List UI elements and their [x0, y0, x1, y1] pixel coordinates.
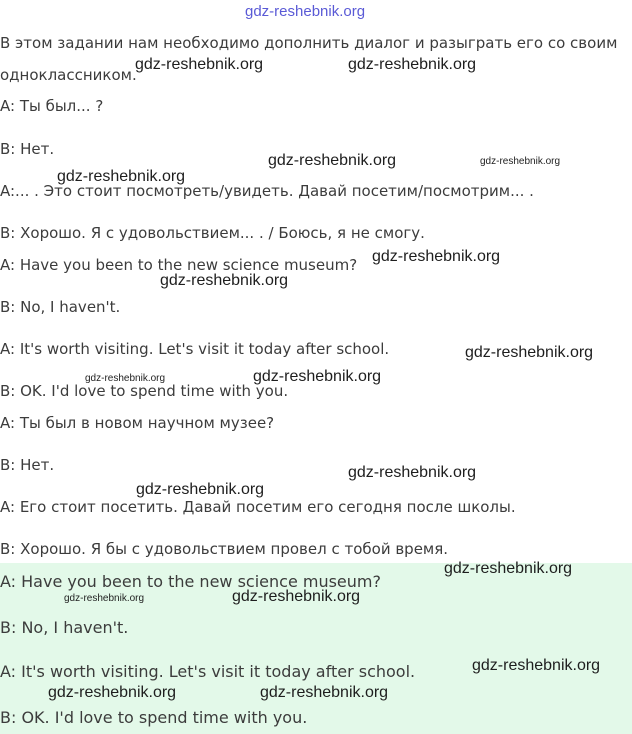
watermark: gdz-reshebnik.org	[64, 593, 145, 604]
template-line-b2: B: Хорошо. Я с удовольствием... . / Боюсь, я не смогу.	[0, 224, 425, 242]
watermark: gdz-reshebnik.org	[472, 657, 601, 674]
watermark: gdz-reshebnik.org	[48, 684, 177, 701]
answer-line-a1: A: Have you been to the new science museum?	[0, 572, 381, 591]
watermark: gdz-reshebnik.org	[260, 684, 389, 701]
intro-line-1: В этом задании нам необходимо дополнить диалог и разыграть его со своим	[0, 34, 618, 52]
answer-line-b2: B: OK. I'd love to spend time with you.	[0, 708, 308, 727]
russian-line-a2: A: Его стоит посетить. Давай посетим его сегодня после школы.	[0, 498, 516, 516]
watermark: gdz-reshebnik.org	[348, 56, 477, 73]
russian-line-a1: A: Ты был в новом научном музее?	[0, 414, 275, 432]
watermark: gdz-reshebnik.org	[268, 152, 397, 169]
russian-line-b1: B: Нет.	[0, 456, 55, 474]
answer-line-b1: B: No, I haven't.	[0, 618, 129, 637]
english-line-b2: B: OK. I'd love to spend time with you.	[0, 382, 289, 400]
watermark: gdz-reshebnik.org	[160, 272, 289, 289]
watermark: gdz-reshebnik.org	[85, 373, 166, 384]
english-line-a2: A: It's worth visiting. Let's visit it today after school.	[0, 340, 390, 358]
english-line-b1: B: No, I haven't.	[0, 298, 121, 316]
watermark: gdz-reshebnik.org	[348, 464, 477, 481]
watermark: gdz-reshebnik.org	[465, 344, 594, 361]
watermark: gdz-reshebnik.org	[480, 156, 561, 167]
watermark: gdz-reshebnik.org	[232, 588, 361, 605]
watermark: gdz-reshebnik.org	[372, 248, 501, 265]
intro-line-2: одноклассником.	[0, 66, 137, 84]
watermark: gdz-reshebnik.org	[245, 3, 366, 20]
watermark: gdz-reshebnik.org	[253, 368, 382, 385]
template-line-a2: A:... . Это стоит посмотреть/увидеть. Давай посетим/посмотрим... .	[0, 182, 534, 200]
english-line-a1: A: Have you been to the new science museum?	[0, 256, 358, 274]
template-line-a1: A: Ты был... ?	[0, 97, 104, 115]
watermark: gdz-reshebnik.org	[57, 168, 186, 185]
watermark: gdz-reshebnik.org	[136, 481, 265, 498]
watermark: gdz-reshebnik.org	[444, 560, 573, 577]
watermark: gdz-reshebnik.org	[135, 56, 264, 73]
russian-line-b2: B: Хорошо. Я бы с удовольствием провел с тобой время.	[0, 540, 449, 558]
template-line-b1: B: Нет.	[0, 140, 55, 158]
answer-line-a2: A: It's worth visiting. Let's visit it today after school.	[0, 662, 416, 681]
